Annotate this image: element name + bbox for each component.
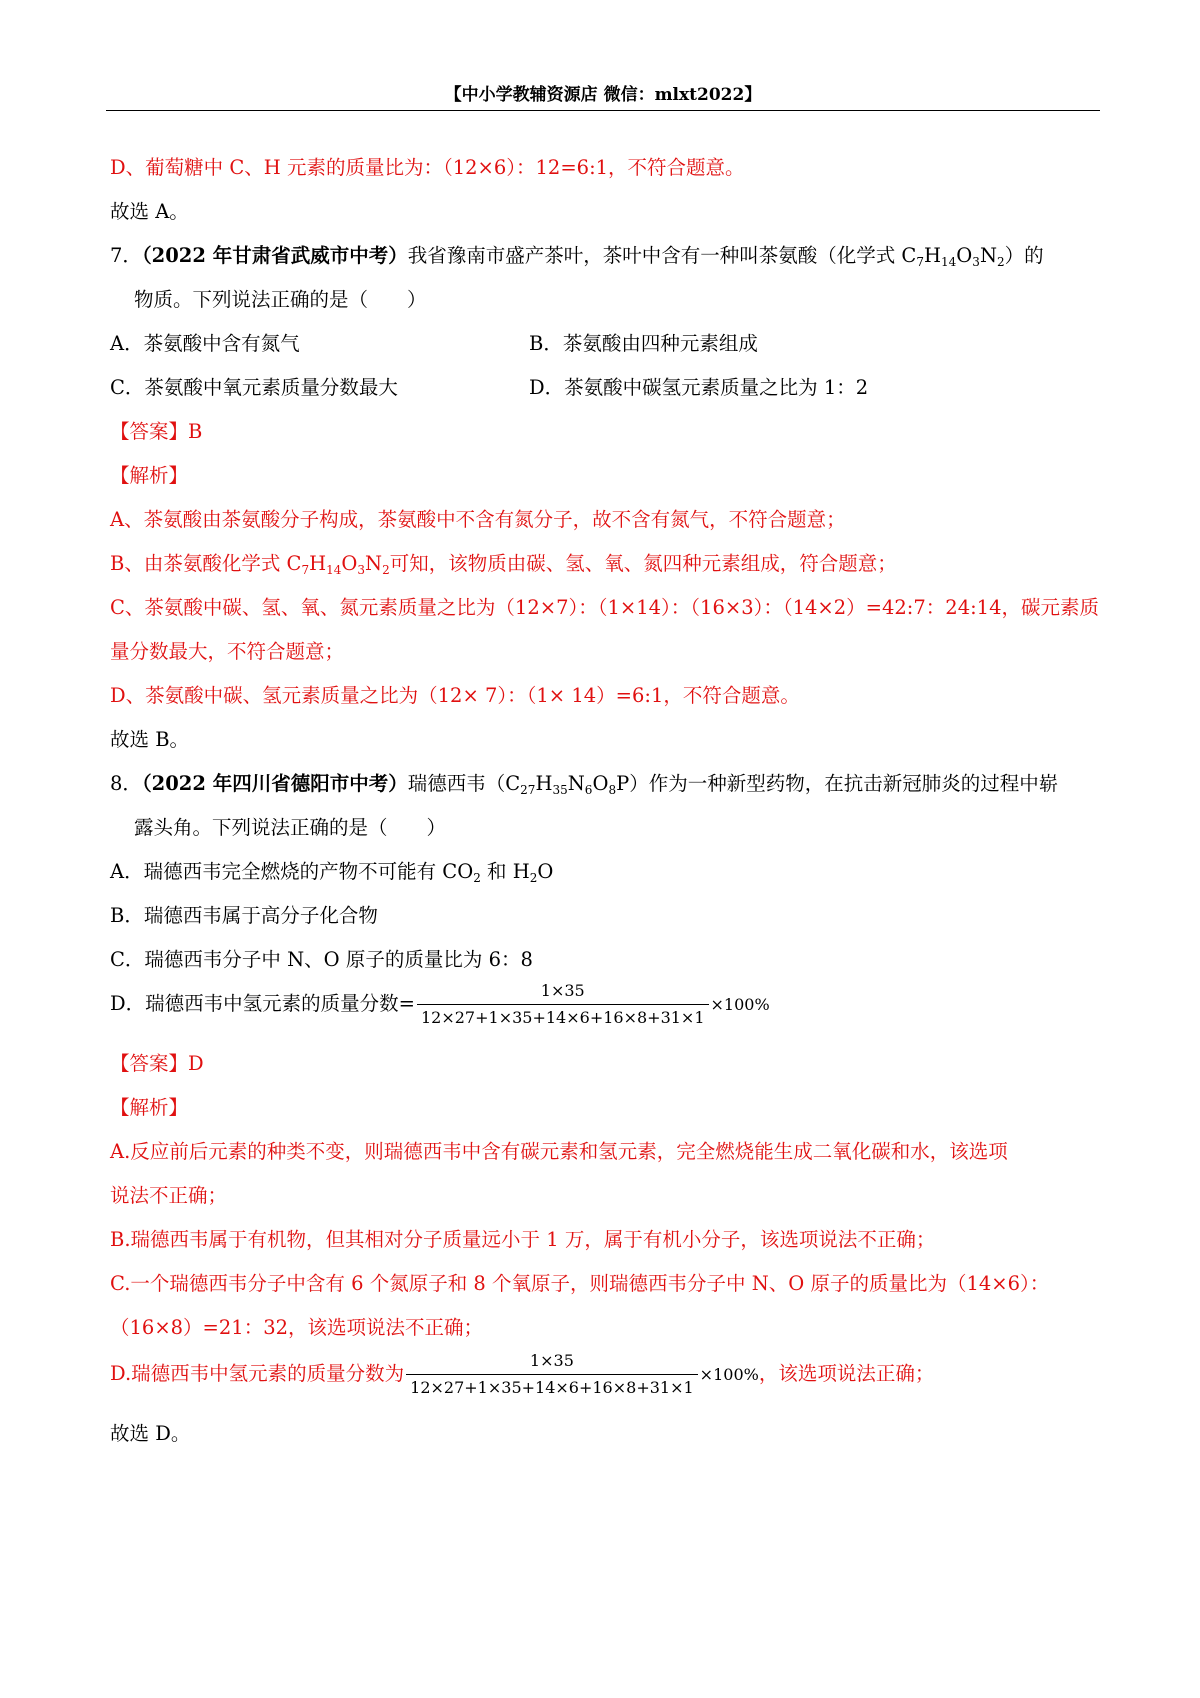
q8-analysis-d-percent: ×100% — [699, 1365, 759, 1384]
q7-option-d: D．茶氨酸中碳氢元素质量之比为 1：2 — [529, 376, 869, 399]
q8-option-a-sub: 2 — [529, 871, 538, 885]
q8-formula-el: H — [535, 772, 553, 795]
q7-formula-el: O — [956, 244, 973, 267]
q8-formula-el: O — [592, 772, 609, 795]
q8-analysis-d-text: D.瑞德西韦中氢元素的质量分数为 — [110, 1362, 405, 1385]
prev-choose: 故选 A。 — [110, 200, 189, 223]
q8-option-a-text: O — [537, 860, 554, 883]
q8-option-d-fraction — [417, 978, 709, 1031]
q7-option-c: C．茶氨酸中氧元素质量分数最大 — [110, 376, 398, 399]
q7-analysis-c1: C、茶氨酸中碳、氢、氧、氮元素质量之比为（12×7）：（1×14）：（16×3）：（14×2）=42:7：24:14，碳元素质 — [110, 596, 1099, 619]
q8-analysis-label: 【解析】 — [110, 1096, 189, 1119]
header-rule — [106, 110, 1100, 111]
q7-formula-sub: 7 — [301, 563, 310, 577]
q7-formula-el: H — [309, 552, 327, 575]
q8-option-d — [110, 976, 770, 1033]
q8-analysis-c2: （16×8）=21：32，该选项说法不正确； — [110, 1316, 484, 1339]
q7-formula-sub: 7 — [916, 255, 924, 269]
q7-formula-sub: 14 — [941, 255, 957, 269]
q7-analysis-c2: 量分数最大，不符合题意； — [110, 640, 345, 663]
q8-source: （2022 年四川省德阳市中考） — [141, 772, 408, 795]
q8-answer: 【答案】D — [110, 1052, 204, 1075]
q7-formula-sub: 14 — [326, 563, 342, 577]
q7-analysis-d: D、茶氨酸中碳、氢元素质量之比为（12× 7）：（1× 14）=6:1，不符合题意。 — [110, 684, 800, 707]
q8-formula-el: N — [567, 772, 585, 795]
q8-stem-text-end: P）作为一种新型药物，在抗击新冠肺炎的过程中崭 — [616, 772, 1059, 795]
page-header: 【中小学教辅资源店 微信：mlxt2022】 — [444, 85, 762, 105]
q7-formula-sub: 2 — [997, 255, 1005, 269]
q7-stem-line2: 物质。下列说法正确的是（ ） — [134, 288, 427, 311]
q7-option-b: B．茶氨酸由四种元素组成 — [529, 332, 758, 355]
q7-answer: 【答案】B — [110, 420, 203, 443]
prev-analysis-d: D、葡萄糖中 C、H 元素的质量比为：（12×6）：12=6:1，不符合题意。 — [110, 156, 745, 179]
q7-stem-text-end: ）的 — [1004, 244, 1044, 267]
q8-stem-text: 瑞德西韦（C — [407, 772, 521, 795]
q8-number: 8． — [110, 772, 142, 795]
q8-option-a-text: A．瑞德西韦完全燃烧的产物不可能有 CO — [110, 860, 474, 883]
q8-option-a — [110, 858, 553, 886]
q7-analysis-b-text: B、由茶氨酸化学式 C — [110, 552, 302, 575]
q7-analysis-b — [110, 550, 897, 578]
q8-analysis-c1: C.一个瑞德西韦分子中含有 6 个氮原子和 8 个氧原子，则瑞德西韦分子中 N、O 原子的质量比为（14×6）： — [110, 1272, 1050, 1295]
q8-analysis-d — [110, 1346, 934, 1403]
q8-stem — [110, 770, 1058, 798]
fraction-denominator: 12×27+1×35+14×6+16×8+31×1 — [410, 1378, 694, 1397]
q8-option-b: B．瑞德西韦属于高分子化合物 — [110, 904, 378, 927]
q7-analysis-b-text-end: 可知，该物质由碳、氢、氧、氮四种元素组成，符合题意； — [389, 552, 897, 575]
q7-formula-el: H — [924, 244, 942, 267]
q7-stem — [110, 242, 1044, 270]
q7-source: （2022 年甘肃省武威市中考） — [141, 244, 408, 267]
q7-formula-sub: 2 — [382, 563, 390, 577]
q7-formula-el: O — [341, 552, 358, 575]
q7-formula-sub: 3 — [972, 255, 980, 269]
q7-option-a: A．茶氨酸中含有氮气 — [110, 332, 300, 355]
q7-formula-el: N — [979, 244, 997, 267]
q8-analysis-a1: A.反应前后元素的种类不变，则瑞德西韦中含有碳元素和氢元素，完全燃烧能生成二氧化碳和水，该选项 — [110, 1140, 1008, 1163]
q7-stem-text: 我省豫南市盛产茶叶，茶叶中含有一种叫茶氨酸（化学式 C — [407, 244, 917, 267]
q7-formula-sub: 3 — [357, 563, 366, 577]
q7-number: 7． — [110, 244, 142, 267]
q7-analysis-a: A、茶氨酸由茶氨酸分子构成，茶氨酸中不含有氮分子，故不含有氮气，不符合题意； — [110, 508, 846, 531]
fraction-numerator: 1×35 — [417, 978, 709, 1005]
q7-choose: 故选 B。 — [110, 728, 190, 751]
q8-analysis-a2: 说法不正确； — [110, 1184, 228, 1207]
q7-formula-el: N — [365, 552, 383, 575]
q8-formula-sub: 35 — [552, 783, 568, 797]
q8-formula-sub: 27 — [520, 783, 536, 797]
q8-option-d-percent: ×100% — [710, 995, 770, 1014]
q8-option-a-sub: 2 — [473, 871, 481, 885]
q8-formula-sub: 8 — [608, 783, 617, 797]
fraction-numerator: 1×35 — [406, 1348, 698, 1375]
q7-analysis-label: 【解析】 — [110, 464, 189, 487]
q8-formula-sub: 6 — [584, 783, 593, 797]
q8-choose: 故选 D。 — [110, 1422, 191, 1445]
q8-option-d-text: D．瑞德西韦中氢元素的质量分数= — [110, 992, 415, 1015]
q8-analysis-d-fraction — [406, 1348, 698, 1401]
q8-stem-line2: 露头角。下列说法正确的是（ ） — [134, 816, 447, 839]
fraction-denominator: 12×27+1×35+14×6+16×8+31×1 — [420, 1008, 705, 1027]
q8-analysis-d-text-end: ，该选项说法正确； — [758, 1362, 935, 1385]
q8-analysis-b: B.瑞德西韦属于有机物，但其相对分子质量远小于 1 万，属于有机小分子，该选项说法不正确； — [110, 1228, 936, 1251]
q8-option-c: C．瑞德西韦分子中 N、O 原子的质量比为 6：8 — [110, 948, 533, 971]
q8-option-a-text: 和 H — [480, 860, 530, 883]
